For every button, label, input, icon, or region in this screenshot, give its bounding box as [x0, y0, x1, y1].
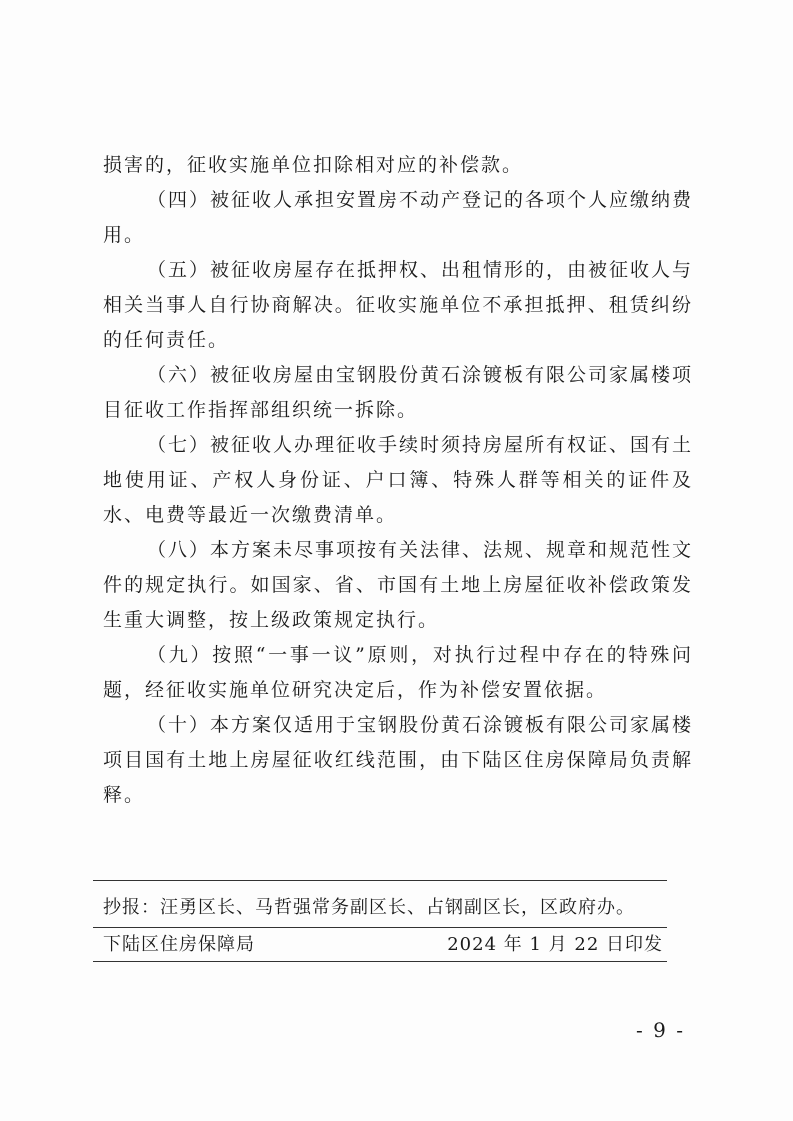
paragraph-item-9: （九）按照“一事一议”原则，对执行过程中存在的特殊问题，经征收实施单位研究决定后，作为补偿安置依据。: [103, 644, 693, 701]
paragraph-item-7: （七）被征收人办理征收手续时须持房屋所有权证、国有土地使用证、产权人身份证、户口簿、特殊人群等相关的证件及水、电费等最近一次缴费清单。: [103, 434, 694, 526]
issuer-name: 下陆区住房保障局: [103, 934, 255, 955]
paragraph-item-5: （五）被征收房屋存在抵押权、出租情形的，由被征收人与相关当事人自行协商解决。征收实施单位不承担抵押、租赁纠纷的任何责任。: [103, 259, 694, 351]
paragraph-item-8: （八）本方案未尽事项按有关法律、法规、规章和规范性文件的规定执行。如国家、省、市国有土地上房屋征收补偿政策发生重大调整，按上级政策规定执行。: [103, 539, 694, 631]
footer-top-rule: [93, 880, 667, 881]
paragraph-continuation: 损害的，征收实施单位扣除相对应的补偿款。: [103, 154, 524, 176]
footer-bottom-rule: [93, 961, 667, 962]
paragraph-item-4: （四）被征收人承担安置房不动产登记的各项个人应缴纳费用。: [103, 189, 694, 246]
issue-info: [103, 930, 663, 956]
issue-date: 2024 年 1 月 22 日印发: [447, 934, 663, 955]
cc-recipients: 抄报：汪勇区长、马哲强常务副区长、占钢副区长，区政府办。: [103, 897, 635, 918]
footer-middle-rule: [93, 927, 667, 928]
paragraph-item-6: （六）被征收房屋由宝钢股份黄石涂镀板有限公司家属楼项目征收工作指挥部组织统一拆除。: [103, 364, 694, 421]
paragraph-item-10: （十）本方案仅适用于宝钢股份黄石涂镀板有限公司家属楼项目国有土地上房屋征收红线范围，由下陆区住房保障局负责解释。: [103, 714, 694, 806]
body-text: [103, 148, 693, 813]
page-number: - 9 -: [636, 1018, 685, 1042]
